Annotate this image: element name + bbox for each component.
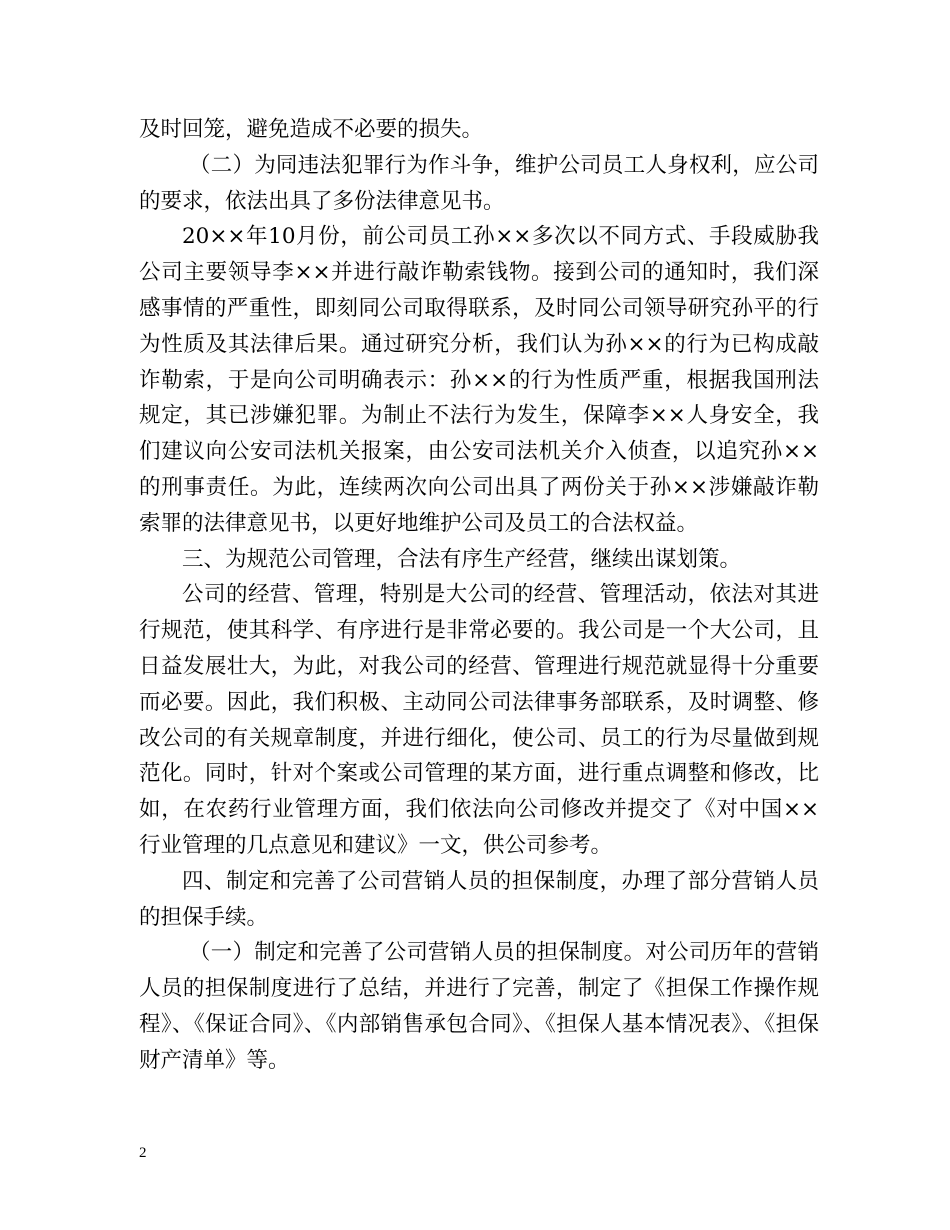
- paragraph-2: （二）为同违法犯罪行为作斗争，维护公司员工人身权利，应公司的要求，依法出具了多份法律意见书。: [139, 152, 819, 214]
- paragraph-5: 公司的经营、管理，特别是大公司的经营、管理活动，依法对其进行规范，使其科学、有序进行是非常必要的。我公司是一个大公司，且日益发展壮大，为此，对我公司的经营、管理进行规范就显得十分重要而必要。因此，我们积极、主动同公司法律事务部联系，及时调整、修改公司的有关规章制度，并进行细化，使公司、员工的行为尽量做到规范化。同时，针对个案或公司管理的某方面，进行重点调整和修改，比如，在农药行业管理方面，我们依法向公司修改并提交了《对中国××行业管理的几点意见和建议》一文，供公司参考。: [139, 582, 819, 858]
- paragraph-7: （一）制定和完善了公司营销人员的担保制度。对公司历年的营销人员的担保制度进行了总结，并进行了完善，制定了《担保工作操作规程》、《保证合同》、《内部销售承包合同》、《担保人基本情况表》、《担保财产清单》等。: [139, 940, 819, 1073]
- section-heading-4: 四、制定和完善了公司营销人员的担保制度，办理了部分营销人员的担保手续。: [139, 868, 819, 930]
- page-number: 2: [139, 1145, 147, 1161]
- paragraph-3: 20××年10月份，前公司员工孙××多次以不同方式、手段威胁我公司主要领导李××并进行敲诈勒索钱物。接到公司的通知时，我们深感事情的严重性，即刻同公司取得联系，及时同公司领导研究孙平的行为性质及其法律后果。通过研究分析，我们认为孙××的行为已构成敲诈勒索，于是向公司明确表示：孙××的行为性质严重，根据我国刑法规定，其已涉嫌犯罪。为制止不法行为发生，保障李××人身安全，我们建议向公安司法机关报案，由公安司法机关介入侦查，以追究孙××的刑事责任。为此，连续两次向公司出具了两份关于孙××涉嫌敲诈勒索罪的法律意见书，以更好地维护公司及员工的合法权益。: [139, 224, 819, 536]
- document-body: [139, 112, 819, 1079]
- paragraph-1: 及时回笼，避免造成不必要的损失。: [139, 117, 484, 142]
- section-heading-3: 三、为规范公司管理，合法有序生产经营，继续出谋划策。: [182, 546, 742, 572]
